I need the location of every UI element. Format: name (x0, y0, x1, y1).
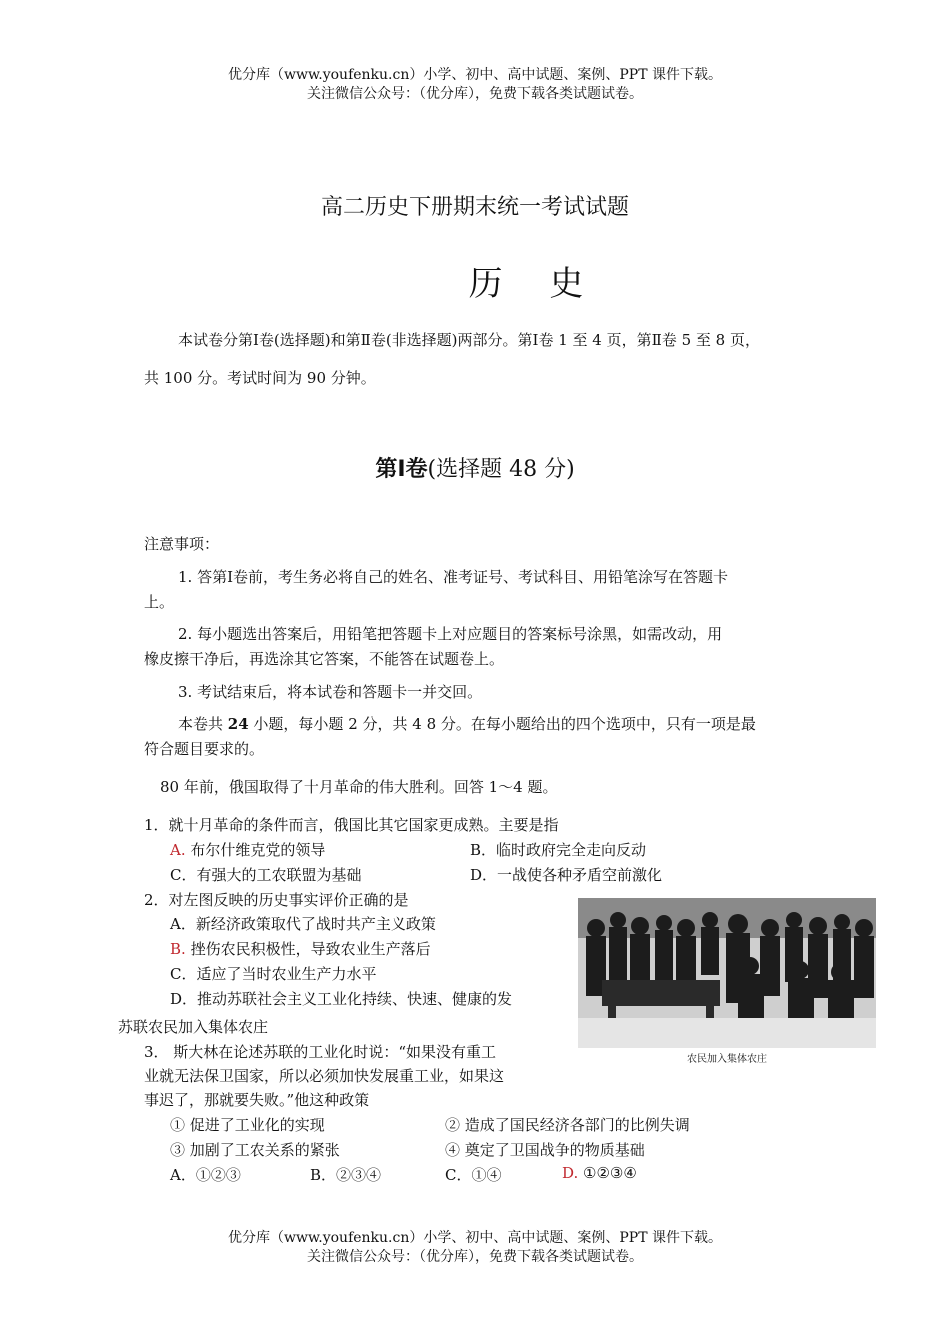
exam-title: 高二历史下册期末统一考试试题 (320, 195, 629, 220)
section-heading-rest: (选择题 48 分) (427, 457, 575, 482)
q3-option-d (562, 1164, 637, 1182)
header-line-2: 关注微信公众号：（优分库），免费下载各类试题试卷。 (307, 86, 643, 102)
q3-item-4: ④ 奠定了卫国战争的物质基础 (445, 1141, 645, 1159)
footer-line-2: 关注微信公众号：（优分库），免费下载各类试题试卷。 (307, 1249, 643, 1265)
q3-line-2: 业就无法保卫国家，所以必须加快发展重工业，如果这 (144, 1067, 505, 1085)
q3-d-text: ①②③④ (578, 1164, 637, 1182)
q2-option-c: C．适应了当时农业生产力水平 (170, 965, 377, 983)
q1-a-text: 布尔什维克党的领导 (185, 841, 326, 859)
q2-option-a: A．新经济政策取代了战时共产主义政策 (170, 915, 436, 933)
q3-item-1: ① 促进了工业化的实现 (170, 1116, 325, 1134)
intro-line-1: 本试卷分第Ⅰ卷(选择题)和第Ⅱ卷(非选择题)两部分。第Ⅰ卷 1 至 4 页，第Ⅱ卷 5 至 8 页， (178, 331, 760, 349)
photo-image (578, 898, 876, 1048)
q2-option-d: D．推动苏联社会主义工业化持续、快速、健康的发 (170, 990, 513, 1008)
subject-title: 历 史 (468, 264, 602, 304)
q1-option-a (170, 839, 325, 860)
summary-pre: 本卷共 (178, 715, 228, 733)
note-2-line-1: 2. 每小题选出答案后，用铅笔把答题卡上对应题目的答案标号涂黑，如需改动，用 (178, 625, 723, 643)
q2-b-text: 挫伤农民积极性，导致农业生产落后 (185, 940, 431, 958)
q3-option-b: B．②③④ (310, 1166, 382, 1184)
q3-option-a: A．①②③ (170, 1166, 241, 1184)
collective-farm-photo (578, 898, 876, 1068)
summary-line-1 (178, 714, 756, 734)
q1-option-c: C．有强大的工农联盟为基础 (170, 866, 362, 884)
q3-line-1: 3． 斯大林在论述苏联的工业化时说：“如果没有重工 (144, 1043, 496, 1061)
q2-b-letter: B. (170, 940, 186, 958)
summary-num: 24 (227, 715, 249, 733)
photo-caption: 农民加入集体农庄 (687, 1054, 767, 1065)
q3-item-2: ② 造成了国民经济各部门的比例失调 (445, 1116, 690, 1134)
section-heading-bold: 第Ⅰ卷 (375, 457, 428, 482)
note-2-line-2: 橡皮擦干净后，再选涂其它答案，不能答在试题卷上。 (144, 650, 505, 668)
q1-stem: 1．就十月革命的条件而言，俄国比其它国家更成熟。主要是指 (144, 816, 559, 834)
q2-stem: 2．对左图反映的历史事实评价正确的是 (144, 891, 409, 909)
q1-a-letter: A. (170, 841, 186, 859)
q3-d-letter: D. (562, 1164, 579, 1182)
footer-line-1: 优分库（www.youfenku.cn）小学、初中、高中试题、案例、PPT 课件下载。 (227, 1230, 722, 1246)
intro-line-2: 共 100 分。考试时间为 90 分钟。 (144, 369, 376, 387)
q2-overlap-caption: 苏联农民加入集体农庄 (118, 1018, 269, 1036)
note-3: 3. 考试结束后，将本试卷和答题卡一并交回。 (178, 683, 483, 701)
note-1-line-2: 上。 (144, 593, 175, 611)
q3-item-3: ③ 加剧了工农关系的紧张 (170, 1141, 340, 1159)
q2-option-b (170, 938, 431, 959)
lead-text: 80 年前，俄国取得了十月革命的伟大胜利。回答 1～4 题。 (160, 778, 558, 796)
header-line-1: 优分库（www.youfenku.cn）小学、初中、高中试题、案例、PPT 课件下载。 (227, 67, 722, 83)
summary-post: 小题，每小题 2 分，共 4 8 分。在每小题给出的四个选项中，只有一项是最 (248, 715, 756, 733)
note-1-line-1: 1. 答第Ⅰ卷前，考生务必将自己的姓名、准考证号、考试科目、用铅笔涂写在答题卡 (178, 568, 729, 586)
q1-option-b: B．临时政府完全走向反动 (470, 841, 647, 859)
q1-option-d: D．一战使各种矛盾空前激化 (470, 866, 663, 884)
section-heading (0, 452, 950, 483)
q3-option-c: C．①④ (445, 1166, 502, 1184)
notes-heading: 注意事项： (144, 535, 220, 553)
summary-line-2: 符合题目要求的。 (144, 740, 265, 758)
q3-line-3: 事迟了，那就要失败。”他这种政策 (144, 1091, 370, 1109)
